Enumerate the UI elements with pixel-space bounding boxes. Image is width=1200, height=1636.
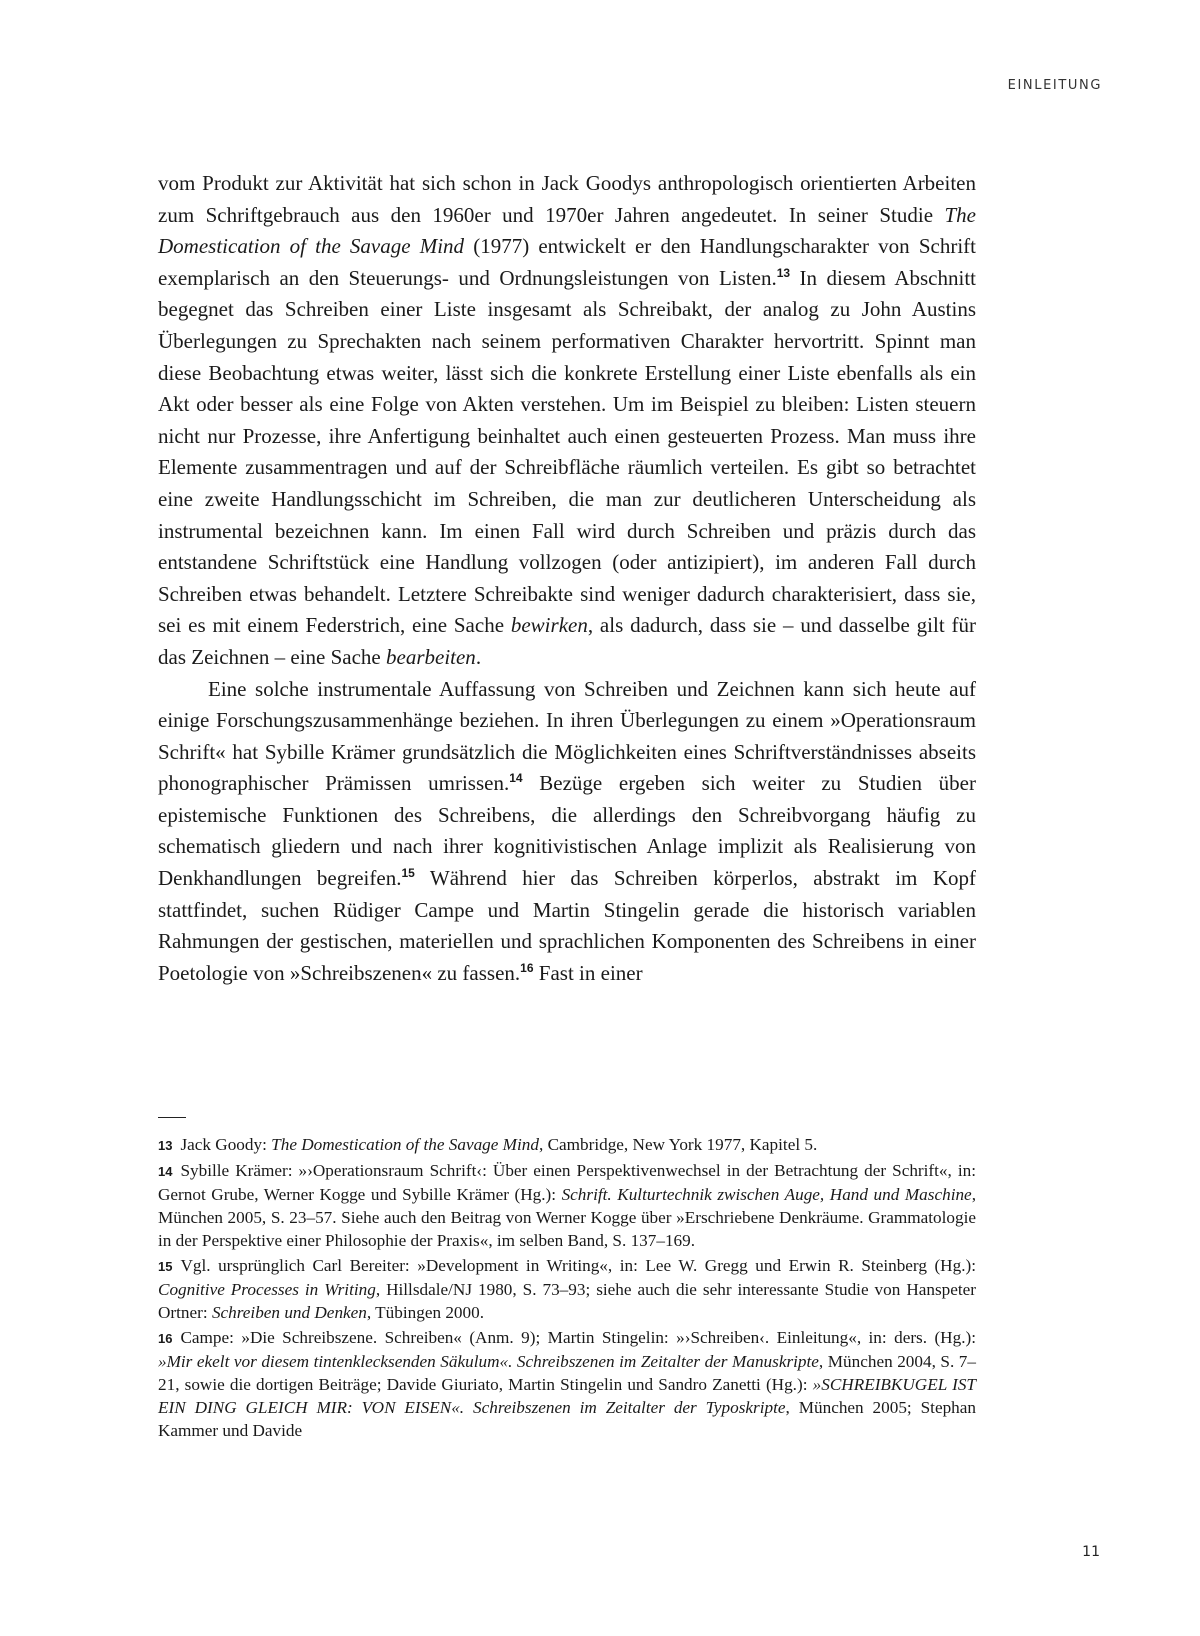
book-title: The Domestication of the Savage Mind bbox=[158, 202, 976, 259]
text-run: , München 2004, S. 7–21, sowie die dortigen Beiträge; Davide Giuriato, Martin Stingelin und Sandro Zanetti (Hg.): bbox=[158, 1352, 976, 1394]
text-run: , Cambridge, New York 1977, Kapitel 5. bbox=[538, 1135, 818, 1154]
footnote-separator bbox=[158, 1117, 186, 1118]
text-run: , Hillsdale/NJ 1980, S. 73–93; siehe auch die sehr interessante Studie von Hanspeter Ortner: bbox=[158, 1280, 976, 1322]
paragraph-1 bbox=[158, 168, 976, 674]
text-run: Bezüge ergeben sich weiter zu Studien über epistemische Funktionen des Schreibens, die allerdings den Schreibvorgang häufig zu schematisch gliedern und nach ihrer kognitivistischen Anlage implizit als Realisierung von Denkhandlungen begreifen. bbox=[158, 771, 976, 891]
book-title: »Mir ekelt vor diesem tintenklecksenden Säkulum«. Schreibszenen im Zeitalter der Manuskripte bbox=[158, 1352, 819, 1371]
text-run: Eine solche instrumentale Auffassung von Schreiben und Zeichnen kann sich heute auf einige Forschungszusammenhänge beziehen. In ihren Überlegungen zu einem »Operationsraum Schrift« hat Sybille Krämer grundsätzlich die Möglichkeiten eines Schriftverständnisses abseits phonographischer Prämissen umrissen. bbox=[158, 676, 976, 796]
footnote-15 bbox=[158, 1254, 976, 1324]
text-run: vom Produkt zur Aktivität hat sich schon in Jack Goodys anthropologisch orientierten Arbeiten zum Schriftgebrauch aus den 1960er und 1970er Jahren angedeutet. In seiner Studie bbox=[158, 171, 976, 227]
text-run: . bbox=[475, 644, 482, 669]
footnote-number: 16 bbox=[158, 1331, 173, 1346]
footnotes bbox=[158, 1133, 976, 1444]
footnote-13 bbox=[158, 1133, 976, 1157]
text-run: Campe: »Die Schreibszene. Schreiben« (Anm. 9); Martin Stingelin: »›Schreiben‹. Einleitung«, in: ders. (Hg.): bbox=[180, 1328, 976, 1347]
book-title: Schreiben und Denken bbox=[211, 1303, 367, 1322]
text-run: In diesem Abschnitt begegnet das Schreiben einer Liste insgesamt als Schreibakt, der analog zu John Austins Überlegungen zu Sprechakten nach seinem performativen Charakter hervortritt. Spinnt man diese Beobachtung etwas weiter, lässt sich die konkrete Erstellung einer Liste ebenfalls als ein Akt oder besser als eine Folge von Akten verstehen. Um im Beispiel zu bleiben: Listen steuern nicht nur Prozesse, ihre Anfertigung beinhaltet auch einen gesteuerten Prozess. Man muss ihre Elemente zusammentragen und auf der Schreibfläche räumlich verteilen. Es gibt so betrachtet eine zweite Handlungsschicht im Schreiben, die man zur deutlicheren Unterscheidung als instrumental bezeichnen kann. Im einen Fall wird durch Schreiben und präzis durch das entstandene Schriftstück eine Handlung vollzogen (oder antizipiert), im anderen Fall durch Schreiben etwas behandelt. Letztere Schreibakte sind weniger dadurch charakterisiert, dass sie, sei es mit einem Federstrich, eine Sache bbox=[158, 265, 976, 638]
footnote-ref-15[interactable]: 15 bbox=[401, 866, 415, 881]
text-run: (1977) entwickelt er den Handlungscharakter von Schrift exemplarisch an den Steuerungs- und Ordnungsleistungen von Listen. bbox=[158, 234, 976, 290]
footnote-16 bbox=[158, 1326, 976, 1442]
text-run: , München 2005, S. 23–57. Siehe auch den Beitrag von Werner Kogge über »Erschriebene Denkräume. Grammatologie in der Perspektive einer Philosophie der Praxis«, im selben Band, S. 137–169. bbox=[158, 1185, 976, 1250]
emphasis: bearbeiten bbox=[386, 644, 476, 669]
text-run: Während hier das Schreiben körperlos, abstrakt im Kopf stattfindet, suchen Rüdiger Campe und Martin Stingelin gerade die historisch variablen Rahmungen der gestischen, materiellen und sprachlichen Komponenten des Schreibens in einer Poetologie von »Schreibszenen« zu fassen. bbox=[158, 866, 976, 985]
footnote-number: 15 bbox=[158, 1259, 173, 1274]
text-run: , München 2005; Stephan Kammer und Davide bbox=[158, 1398, 976, 1440]
footnote-number: 13 bbox=[158, 1138, 173, 1153]
footnote-ref-14[interactable]: 14 bbox=[509, 771, 523, 786]
text-run: Vgl. ursprünglich Carl Bereiter: »Development in Writing«, in: Lee W. Gregg und Erwin R. Steinberg (Hg.): bbox=[180, 1256, 976, 1275]
book-title: Schrift. Kulturtechnik zwischen Auge, Hand und Maschine bbox=[561, 1185, 972, 1204]
footnote-number: 14 bbox=[158, 1164, 173, 1179]
text-run: Jack Goody: bbox=[180, 1135, 272, 1154]
book-title: Cognitive Processes in Writing bbox=[158, 1280, 376, 1299]
page-number: 11 bbox=[1082, 1544, 1100, 1560]
paragraph-2 bbox=[158, 674, 976, 990]
text-run: , Tübingen 2000. bbox=[366, 1303, 485, 1322]
text-run: Fast in einer bbox=[533, 960, 643, 985]
running-head: EINLEITUNG bbox=[1007, 78, 1102, 93]
text-run: , als dadurch, dass sie – und dasselbe gilt für das Zeichnen – eine Sache bbox=[158, 613, 976, 669]
body-text bbox=[158, 168, 976, 989]
emphasis: bewirken bbox=[510, 613, 588, 638]
footnote-14 bbox=[158, 1159, 976, 1252]
footnote-ref-16[interactable]: 16 bbox=[520, 960, 534, 975]
book-title: »SCHREIBKUGEL IST EIN DING GLEICH MIR: VON EISEN«. Schreibszenen im Zeitalter der Typoskripte bbox=[158, 1375, 976, 1417]
book-title: The Domestication of the Savage Mind bbox=[271, 1135, 539, 1154]
footnote-ref-13[interactable]: 13 bbox=[776, 265, 791, 280]
text-run: Sybille Krämer: »›Operationsraum Schrift‹: Über einen Perspektivenwechsel in der Betrachtung der Schrift«, in: Gernot Grube, Werner Kogge und Sybille Krämer (Hg.): bbox=[158, 1161, 976, 1204]
